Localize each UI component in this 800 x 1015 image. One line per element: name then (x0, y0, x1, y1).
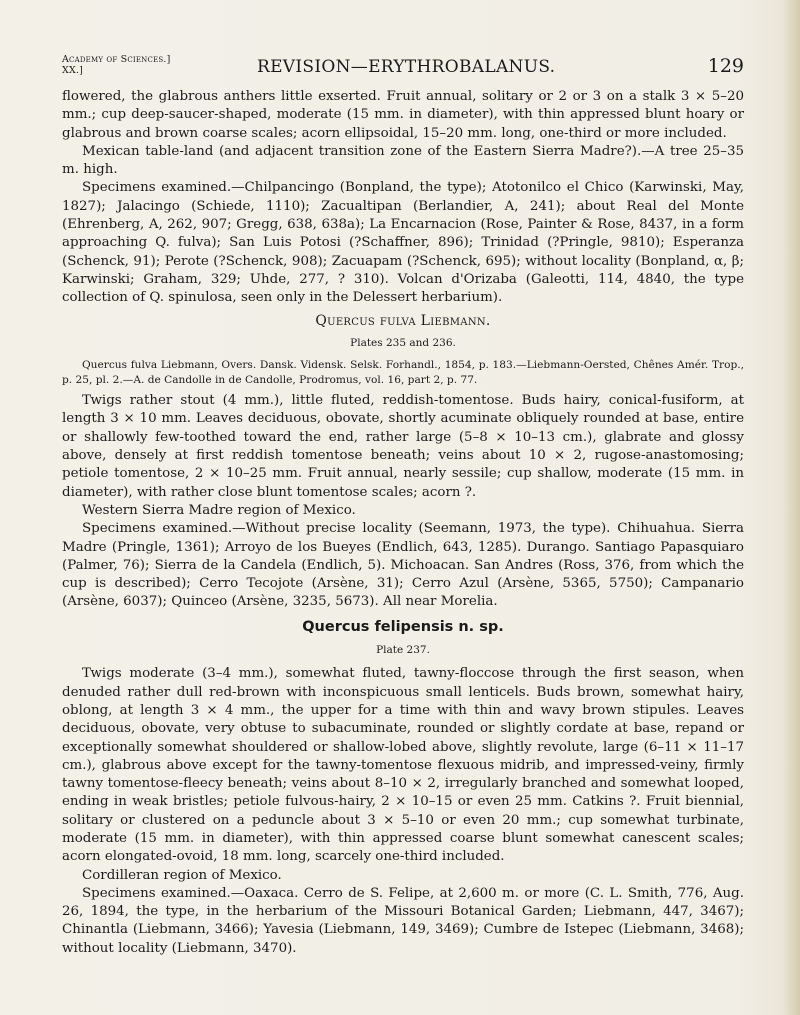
paragraph-range-fulva: Western Sierra Madre region of Mexico. (82, 502, 356, 518)
journal-line-1: Academy of Sciences.] (62, 54, 171, 65)
page-number: 129 (707, 55, 744, 77)
paragraph-description-felipensis: Twigs moderate (3–4 mm.), somewhat fluted, tawny-floccose through the first season, when denuded rather dull red-brown with inconspicuous small lenticels. Buds brown, somewhat hairy, oblong, at length 3 × 4 mm., the upper for a time with thin and wavy brown stipules. Leaves deciduous, obovate, very obtuse to subacuminate, rounded or slightly cordate at base, repand or exceptionally somewhat shouldered or shallow-lobed above, slightly revolute, large (6–11 × 11–17 cm.), glabrous above except for the tawny-tomentose flexuous midrib, and impressed-veiny, firmly tawny tomentose-fleecy beneath; veins about 8–10 × 2, irregularly branched and somewhat looped, ending in weak bristles; petiole fulvous-hairy, 2 × 10–15 or even 25 mm. Catkins ?. Fruit biennial, solitary or clustered on a peduncle about 3 × 5–10 or even 20 mm.; cup somewhat turbinate, moderate (15 mm. in diameter), with thin appressed coarse blunt somewhat canescent scales; acorn elongated-ovoid, 18 mm. long, scarcely one-third included. (62, 666, 744, 865)
plate-reference-felipensis: Plate 237. (376, 644, 430, 657)
plate-reference-fulva: Plates 235 and 236. (350, 336, 456, 349)
running-title: REVISION—ERYTHROBALANUS. (257, 57, 556, 77)
journal-line-2: XX.] (62, 65, 84, 76)
paragraph-range-felipensis: Cordilleran region of Mexico. (82, 867, 282, 883)
synonymy-fulva: Quercus fulva Liebmann, Overs. Dansk. Vidensk. Selsk. Forhandl., 1854, p. 183.—Liebmann-Oersted, Chênes Amér. Trop., p. 25, pl. 2.—A. de Candolle in de Candolle, Prodromus, vol. 16, part 2, p. 77. (62, 359, 744, 387)
species-heading-fulva: Quercus fulva Liebmann. (315, 312, 491, 329)
page-body (62, 88, 744, 958)
paragraph-description-fulva: Twigs rather stout (4 mm.), little fluted, reddish-tomentose. Buds hairy, conical-fusiform, at length 3 × 10 mm. Leaves deciduous, obovate, shortly acuminate obliquely rounded at base, entire or shallowly few-toothed toward the end, rather large (5–8 × 10–13 cm.), glabrate and glossy above, densely at first reddish tomentose beneath; veins about 10 × 2, rugose-anastomosing; petiole tomentose, 2 × 10–25 mm. Fruit annual, nearly sessile; cup shallow, moderate (15 mm. in diameter), with rather close blunt tomentose scales; acorn ?. (62, 393, 744, 500)
species-heading-felipensis: Quercus felipensis n. sp. (302, 618, 504, 635)
journal-reference (62, 54, 170, 76)
paragraph-specimens: Specimens examined.—Chilpancingo (Bonpland, the type); Atotonilco el Chico (Karwinski, May, 1827); Jalacingo (Schiede, 1110); Zacualtipan (Berlandier, A, 241); about Real del Monte (Ehrenberg, A, 262, 907; Gregg, 638, 638a); La Encarnacion (Rose, Painter & Rose, 8437, in a form approaching Q. fulva); San Luis Potosi (?Schaffner, 896); Trinidad (?Pringle, 9810); Esperanza (Schenck, 91); Perote (?Schenck, 908); Zacuapam (?Schenck, 695); without locality (Bonpland, α, β; Karwinski; Graham, 329; Uhde, 277, ? 310). Volcan d'Orizaba (Galeotti, 114, 4840, the type collection of Q. spinulosa, seen only in the Delessert herbarium). (62, 180, 744, 306)
paragraph-range: Mexican table-land (and adjacent transition zone of the Eastern Sierra Madre?).—A tree 25–35 m. high. (62, 143, 744, 178)
paragraph-specimens-felipensis: Specimens examined.—Oaxaca. Cerro de S. Felipe, at 2,600 m. or more (C. L. Smith, 776, Aug. 26, 1894, the type, in the herbarium of the Missouri Botanical Garden; Liebmann, 447, 3467); Chinantla (Liebmann, 3466); Yavesia (Liebmann, 149, 3469); Cumbre de Istepec (Liebmann, 3468); without locality (Liebmann, 3470). (62, 885, 744, 956)
paragraph-description-continued: flowered, the glabrous anthers little exserted. Fruit annual, solitary or 2 or 3 on a stalk 3 × 5–20 mm.; cup deep-saucer-shaped, moderate (15 mm. in diameter), with thin appressed blunt hoary or glabrous and brown coarse scales; acorn ellipsoidal, 15–20 mm. long, one-third or more included. (62, 89, 744, 141)
page-edge (784, 0, 800, 1015)
page-header (62, 51, 744, 81)
paragraph-specimens-fulva: Specimens examined.—Without precise locality (Seemann, 1973, the type). Chihuahua. Sierra Madre (Pringle, 1361); Arroyo de los Bueyes (Endlich, 643, 1285). Durango. Santiago Papasquiaro (Palmer, 76); Sierra de la Candela (Endlich, 5). Michoacan. San Andres (Ross, 376, from which the cup is described); Cerro Tecojote (Arsène, 31); Cerro Azul (Arsène, 5365, 5750); Campanario (Arsène, 6037); Quinceo (Arsène, 3235, 5673). All near Morelia. (62, 521, 744, 610)
